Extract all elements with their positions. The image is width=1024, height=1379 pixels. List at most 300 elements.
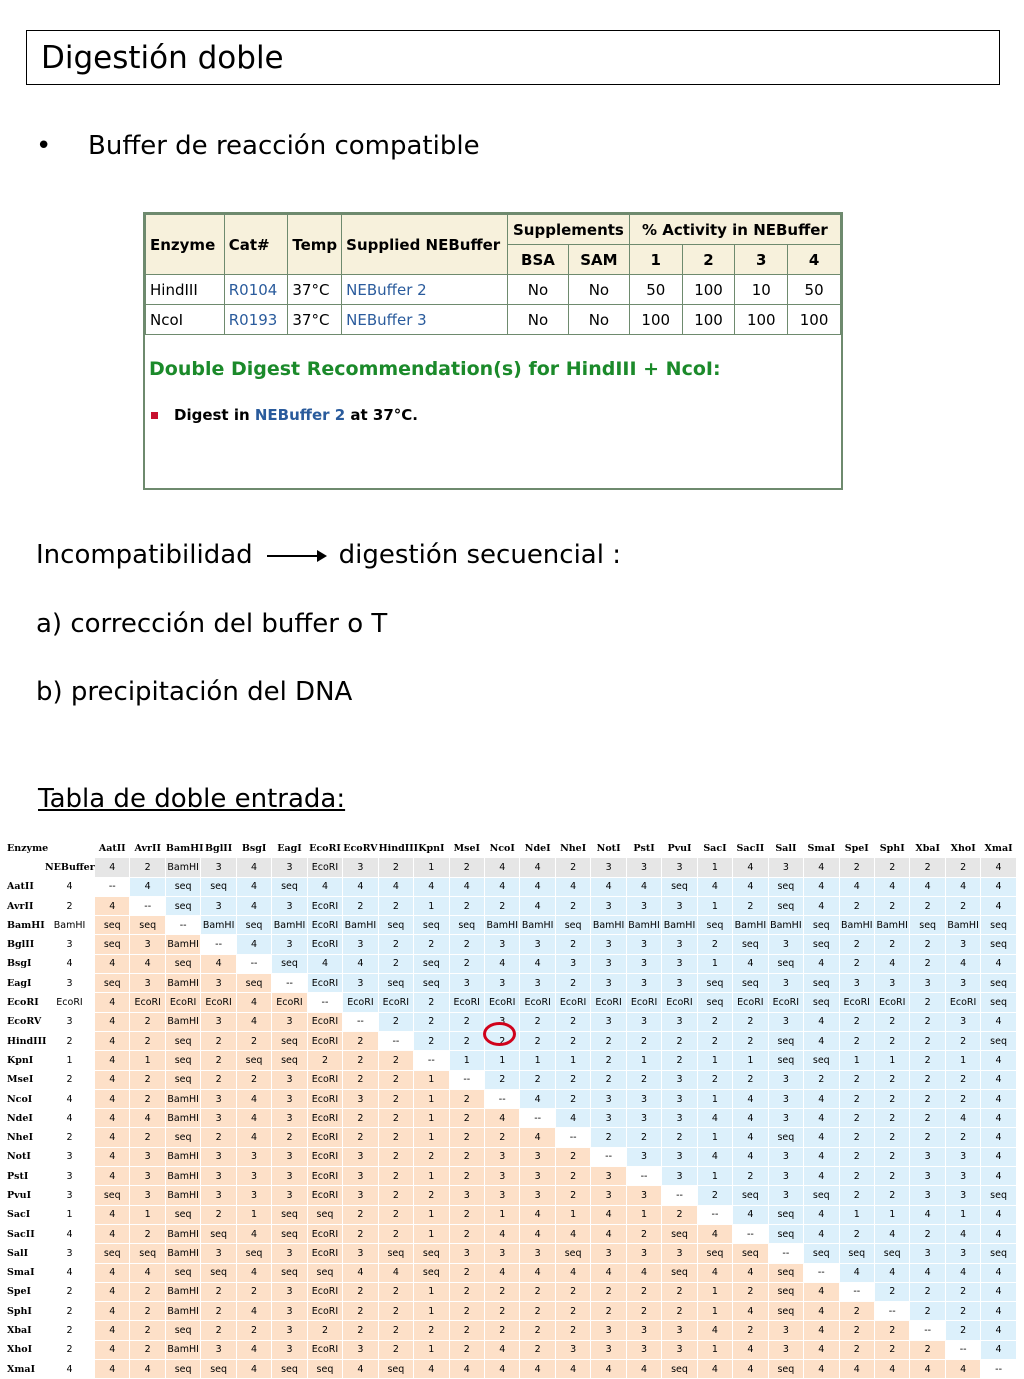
- matrix-cell: 4: [95, 1147, 130, 1166]
- matrix-cell: 2: [662, 1128, 697, 1147]
- matrix-cell: 2: [378, 1109, 413, 1128]
- cell-temp: 37°C: [288, 275, 342, 305]
- matrix-cell: 2: [378, 1089, 413, 1108]
- matrix-cell: 3: [130, 935, 165, 954]
- cell-bsa: No: [508, 305, 569, 335]
- matrix-row: [5, 1205, 1017, 1224]
- buffer-link[interactable]: NEBuffer 2: [346, 280, 427, 299]
- matrix-col-header: XhoI: [945, 839, 980, 858]
- matrix-cell: 2: [485, 1302, 520, 1321]
- matrix-row-header: SphI: [5, 1302, 45, 1321]
- matrix-cell: 2: [45, 1302, 95, 1321]
- matrix-col-header: XmaI: [981, 839, 1016, 858]
- matrix-cell: 2: [343, 1282, 378, 1301]
- matrix-cell: 2: [130, 1031, 165, 1050]
- matrix-cell: 3: [201, 1147, 236, 1166]
- matrix-cell: 3: [272, 1089, 307, 1108]
- matrix-cell: 2: [236, 1282, 271, 1301]
- matrix-cell: 3: [626, 1321, 661, 1340]
- recommendation-post: at 37°C.: [345, 406, 418, 424]
- matrix-row: [5, 1321, 1017, 1340]
- cell-sam: No: [568, 275, 629, 305]
- matrix-cell: 2: [414, 935, 449, 954]
- matrix-cell: 1: [945, 1205, 980, 1224]
- matrix-cell: BamHI: [520, 916, 555, 935]
- highlight-circle: [483, 1022, 516, 1046]
- matrix-cell: 4: [520, 1224, 555, 1243]
- matrix-cell: 2: [945, 1070, 980, 1089]
- matrix-cell: 2: [910, 1224, 945, 1243]
- matrix-cell: 2: [555, 1282, 590, 1301]
- matrix-cell: seq: [272, 954, 307, 973]
- matrix-cell: 2: [378, 1302, 413, 1321]
- matrix-cell: 2: [555, 1089, 590, 1108]
- matrix-cell: 1: [697, 1128, 732, 1147]
- matrix-cell: 2: [449, 1224, 484, 1243]
- matrix-cell: 2: [697, 1012, 732, 1031]
- matrix-cell: EcoRI: [307, 1147, 342, 1166]
- matrix-row-header: SmaI: [5, 1263, 45, 1282]
- matrix-cell: 3: [555, 954, 590, 973]
- matrix-cell: 4: [945, 954, 980, 973]
- matrix-cell: 3: [485, 935, 520, 954]
- matrix-cell: 2: [555, 1012, 590, 1031]
- matrix-cell: 4: [874, 877, 909, 896]
- matrix-cell: 3: [768, 935, 803, 954]
- matrix-cell: 3: [626, 1244, 661, 1263]
- matrix-cell: 1: [414, 1070, 449, 1089]
- matrix-cell: 2: [910, 858, 945, 877]
- matrix-cell: 4: [95, 1128, 130, 1147]
- matrix-cell: seq: [378, 1244, 413, 1263]
- matrix-cell: 1: [414, 1128, 449, 1147]
- matrix-cell: 4: [697, 1321, 732, 1340]
- matrix-cell: 3: [591, 1186, 626, 1205]
- matrix-cell: 1: [414, 1302, 449, 1321]
- matrix-cell: 3: [662, 1109, 697, 1128]
- matrix-cell: 4: [733, 1089, 768, 1108]
- matrix-cell: seq: [414, 1263, 449, 1282]
- matrix-cell: 3: [626, 935, 661, 954]
- matrix-cell: 3: [945, 1167, 980, 1186]
- matrix-cell: 3: [343, 974, 378, 993]
- matrix-cell: 3: [591, 954, 626, 973]
- matrix-cell: 1: [697, 1340, 732, 1359]
- matrix-cell: 2: [130, 1302, 165, 1321]
- matrix-cell: EcoRI: [307, 896, 342, 915]
- matrix-cell: 2: [45, 1128, 95, 1147]
- matrix-row: [5, 1147, 1017, 1166]
- matrix-col-header: SacI: [697, 839, 732, 858]
- matrix-cell: 2: [733, 1012, 768, 1031]
- matrix-cell: 3: [520, 1147, 555, 1166]
- matrix-cell: 2: [662, 1205, 697, 1224]
- matrix-cell: 2: [555, 896, 590, 915]
- matrix-cell: 1: [414, 1109, 449, 1128]
- matrix-cell: --: [804, 1263, 839, 1282]
- matrix-cell: 4: [981, 1089, 1016, 1108]
- matrix-row: [5, 1109, 1017, 1128]
- matrix-cell: 2: [449, 1109, 484, 1128]
- matrix-row-header: AatII: [5, 877, 45, 896]
- matrix-cell: 4: [236, 1109, 271, 1128]
- matrix-cell: 4: [130, 1263, 165, 1282]
- matrix-cell: 4: [733, 1263, 768, 1282]
- cell-a3: 10: [735, 275, 788, 305]
- matrix-cell: 2: [839, 954, 874, 973]
- matrix-cell: 1: [485, 1051, 520, 1070]
- matrix-cell: 3: [662, 935, 697, 954]
- matrix-cell: 2: [272, 1128, 307, 1147]
- matrix-cell: 4: [945, 1360, 980, 1379]
- matrix-cell: 2: [874, 896, 909, 915]
- matrix-nebuffer-row: [5, 858, 1017, 877]
- matrix-cell: 2: [45, 1031, 95, 1050]
- matrix-cell: 3: [485, 1244, 520, 1263]
- matrix-cell: 4: [626, 1263, 661, 1282]
- matrix-row: [5, 1302, 1017, 1321]
- matrix-cell: 4: [236, 1089, 271, 1108]
- matrix-cell: 1: [414, 1282, 449, 1301]
- matrix-cell: 3: [662, 1340, 697, 1359]
- matrix-cell: seq: [165, 1070, 200, 1089]
- matrix-cell: 4: [555, 1360, 590, 1379]
- matrix-cell: 4: [485, 1263, 520, 1282]
- matrix-cell: 2: [945, 1282, 980, 1301]
- buffer-link[interactable]: NEBuffer 3: [346, 310, 427, 329]
- matrix-cell: 1: [697, 1089, 732, 1108]
- matrix-cell: 4: [236, 935, 271, 954]
- matrix-col-header: SacII: [733, 839, 768, 858]
- matrix-cell: 3: [945, 935, 980, 954]
- matrix-row-header: NdeI: [5, 1109, 45, 1128]
- matrix-cell: 2: [45, 1282, 95, 1301]
- matrix-cell: 2: [874, 1167, 909, 1186]
- matrix-cell: 2: [626, 1128, 661, 1147]
- matrix-cell: 3: [449, 1244, 484, 1263]
- matrix-cell: 4: [733, 954, 768, 973]
- recommendation-item: [151, 406, 418, 424]
- matrix-cell: 4: [981, 1205, 1016, 1224]
- recommendation-link[interactable]: NEBuffer 2: [254, 406, 346, 424]
- matrix-cell: seq: [804, 916, 839, 935]
- matrix-cell: EcoRI: [520, 993, 555, 1012]
- matrix-cell: 2: [130, 1128, 165, 1147]
- matrix-col-header: BamHI: [165, 839, 200, 858]
- matrix-col-header: AvrII: [130, 839, 165, 858]
- matrix-cell: 2: [839, 896, 874, 915]
- matrix-row-header: XbaI: [5, 1321, 45, 1340]
- matrix-cell: 3: [591, 1321, 626, 1340]
- matrix-cell: 3: [485, 1167, 520, 1186]
- matrix-cell: 2: [839, 1321, 874, 1340]
- matrix-cell: 2: [626, 1031, 661, 1050]
- cell-sam: No: [568, 305, 629, 335]
- matrix-cell: 2: [414, 1321, 449, 1340]
- matrix-cell: 2: [555, 1321, 590, 1340]
- matrix-cell: 3: [910, 1186, 945, 1205]
- matrix-cell: 2: [697, 1186, 732, 1205]
- matrix-cell: 4: [804, 954, 839, 973]
- matrix-cell: 4: [414, 877, 449, 896]
- matrix-row-header: EagI: [5, 974, 45, 993]
- matrix-cell: BamHI: [768, 916, 803, 935]
- matrix-cell: 4: [804, 1224, 839, 1243]
- matrix-cell: seq: [733, 974, 768, 993]
- matrix-row: [5, 1051, 1017, 1070]
- matrix-cell: seq: [768, 1360, 803, 1379]
- matrix-cell: 1: [839, 1051, 874, 1070]
- matrix-cell: --: [95, 877, 130, 896]
- matrix-cell: 2: [45, 896, 95, 915]
- matrix-cell: seq: [804, 993, 839, 1012]
- matrix-col-header: EcoRV: [343, 839, 378, 858]
- matrix-cell: 4: [981, 1321, 1016, 1340]
- matrix-cell: 4: [981, 858, 1016, 877]
- matrix-cell: 3: [768, 1186, 803, 1205]
- matrix-cell: 3: [626, 1012, 661, 1031]
- matrix-cell: seq: [165, 1051, 200, 1070]
- matrix-cell: seq: [981, 993, 1016, 1012]
- matrix-cell: 4: [343, 1263, 378, 1282]
- matrix-cell: 2: [520, 1012, 555, 1031]
- matrix-row: [5, 1167, 1017, 1186]
- matrix-cell: 3: [272, 896, 307, 915]
- matrix-cell: seq: [981, 1031, 1016, 1050]
- matrix-cell: 2: [839, 1031, 874, 1050]
- matrix-cell: 2: [945, 1128, 980, 1147]
- matrix-cell: 2: [449, 858, 484, 877]
- matrix-cell: seq: [201, 1224, 236, 1243]
- matrix-cell: seq: [804, 974, 839, 993]
- matrix-cell: 3: [520, 1244, 555, 1263]
- matrix-cell: seq: [733, 1244, 768, 1263]
- matrix-cell: --: [307, 993, 342, 1012]
- compatibility-table: [4, 838, 1017, 1379]
- matrix-cell: 2: [378, 1282, 413, 1301]
- matrix-cell: seq: [272, 1224, 307, 1243]
- cell-a2: 100: [682, 305, 735, 335]
- matrix-col-header: AatII: [95, 839, 130, 858]
- matrix-row: [5, 1263, 1017, 1282]
- matrix-cell: 4: [520, 1089, 555, 1108]
- col-enzyme: Enzyme: [146, 215, 225, 275]
- matrix-cell: seq: [414, 1244, 449, 1263]
- matrix-cell: 3: [555, 1340, 590, 1359]
- matrix-row: [5, 1128, 1017, 1147]
- col-b3: 3: [735, 245, 788, 275]
- matrix-cell: --: [343, 1012, 378, 1031]
- matrix-col-header: NcoI: [485, 839, 520, 858]
- matrix-cell: 2: [343, 1031, 378, 1050]
- option-b: b) precipitación del DNA: [36, 677, 353, 707]
- matrix-cell: 4: [45, 1263, 95, 1282]
- matrix-cell: 4: [45, 877, 95, 896]
- matrix-cell: EcoRI: [201, 993, 236, 1012]
- matrix-cell: 3: [768, 1070, 803, 1089]
- matrix-cell: 3: [910, 1244, 945, 1263]
- matrix-cell: 1: [697, 858, 732, 877]
- matrix-cell: 3: [343, 935, 378, 954]
- matrix-cell: 4: [485, 858, 520, 877]
- title-box: [26, 30, 1000, 85]
- matrix-row: [5, 1340, 1017, 1359]
- matrix-cell: 2: [839, 1012, 874, 1031]
- matrix-cell: --: [165, 916, 200, 935]
- matrix-cell: 2: [910, 993, 945, 1012]
- matrix-cell: 2: [449, 1089, 484, 1108]
- matrix-cell: 4: [981, 1012, 1016, 1031]
- matrix-cell: 4: [981, 1282, 1016, 1301]
- matrix-cell: 3: [591, 1012, 626, 1031]
- matrix-cell: EcoRI: [130, 993, 165, 1012]
- matrix-cell: 4: [45, 1360, 95, 1379]
- matrix-cell: --: [662, 1186, 697, 1205]
- matrix-cell: seq: [201, 1360, 236, 1379]
- matrix-cell: seq: [165, 1360, 200, 1379]
- matrix-cell: BamHI: [874, 916, 909, 935]
- matrix-cell: 2: [449, 1031, 484, 1050]
- matrix-cell: 2: [201, 1321, 236, 1340]
- matrix-cell: seq: [981, 935, 1016, 954]
- matrix-cell: 4: [449, 877, 484, 896]
- matrix-cell: seq: [378, 1360, 413, 1379]
- matrix-row-header: SacII: [5, 1224, 45, 1243]
- matrix-cell: 2: [378, 1205, 413, 1224]
- matrix-cell: seq: [236, 1244, 271, 1263]
- matrix-cell: 4: [307, 877, 342, 896]
- matrix-cell: 2: [555, 858, 590, 877]
- matrix-cell: 2: [555, 1147, 590, 1166]
- matrix-cell: EcoRI: [307, 1070, 342, 1089]
- matrix-cell: 3: [591, 858, 626, 877]
- matrix-cell: 3: [520, 974, 555, 993]
- cell-a2: 100: [682, 275, 735, 305]
- matrix-cell: 2: [520, 1340, 555, 1359]
- matrix-cell: 4: [804, 896, 839, 915]
- matrix-cell: 3: [626, 1340, 661, 1359]
- matrix-cell: 4: [981, 1051, 1016, 1070]
- matrix-cell: 3: [626, 954, 661, 973]
- matrix-cell: 3: [201, 974, 236, 993]
- matrix-cell: 4: [520, 877, 555, 896]
- matrix-cell: 1: [236, 1205, 271, 1224]
- matrix-cell: seq: [272, 1263, 307, 1282]
- matrix-cell: 3: [768, 1321, 803, 1340]
- matrix-cell: 4: [520, 1205, 555, 1224]
- matrix-cell: 2: [662, 1302, 697, 1321]
- matrix-cell: 2: [520, 1302, 555, 1321]
- matrix-cell: --: [733, 1224, 768, 1243]
- matrix-cell: EcoRI: [768, 993, 803, 1012]
- matrix-row: [5, 974, 1017, 993]
- matrix-cell: seq: [555, 1244, 590, 1263]
- col-temp: Temp: [288, 215, 342, 275]
- matrix-cell: 4: [981, 1167, 1016, 1186]
- matrix-cell: EcoRI: [839, 993, 874, 1012]
- matrix-cell: 3: [591, 1109, 626, 1128]
- matrix-cell: 2: [378, 1321, 413, 1340]
- matrix-cell: BamHI: [201, 916, 236, 935]
- matrix-cell: 2: [839, 1186, 874, 1205]
- matrix-cell: seq: [165, 1128, 200, 1147]
- matrix-cell: 2: [130, 1224, 165, 1243]
- matrix-row-header: HindIII: [5, 1031, 45, 1050]
- matrix-cell: 1: [414, 1340, 449, 1359]
- matrix-cell: EcoRI: [165, 993, 200, 1012]
- matrix-cell: 4: [591, 1224, 626, 1243]
- matrix-cell: EcoRI: [307, 935, 342, 954]
- matrix-cell: EcoRI: [307, 1340, 342, 1359]
- matrix-cell: 2: [414, 1147, 449, 1166]
- matrix-cell: 1: [45, 1205, 95, 1224]
- matrix-cell: 3: [272, 935, 307, 954]
- matrix-cell: seq: [165, 1321, 200, 1340]
- matrix-cell: BamHI: [165, 1186, 200, 1205]
- matrix-cell: EcoRI: [45, 993, 95, 1012]
- cat-link[interactable]: R0193: [228, 310, 278, 329]
- matrix-cell: --: [697, 1205, 732, 1224]
- matrix-cell: 4: [485, 954, 520, 973]
- matrix-cell: 3: [662, 954, 697, 973]
- matrix-cell: 4: [981, 1109, 1016, 1128]
- matrix-cell: 2: [733, 1031, 768, 1050]
- matrix-cell: 1: [130, 1051, 165, 1070]
- matrix-cell: 4: [236, 1128, 271, 1147]
- matrix-cell: 2: [520, 1031, 555, 1050]
- matrix-cell: EcoRI: [662, 993, 697, 1012]
- nebuffer-label: NEBuffer: [45, 858, 95, 877]
- matrix-cell: 4: [733, 1128, 768, 1147]
- matrix-cell: 4: [804, 1360, 839, 1379]
- matrix-cell: 1: [874, 1205, 909, 1224]
- matrix-cell: 1: [874, 1051, 909, 1070]
- matrix-cell: EcoRI: [307, 1031, 342, 1050]
- matrix-cell: 3: [768, 1089, 803, 1108]
- cat-link[interactable]: R0104: [228, 280, 278, 299]
- matrix-cell: 4: [236, 896, 271, 915]
- col-b4: 4: [788, 245, 841, 275]
- matrix-cell: 3: [768, 1340, 803, 1359]
- matrix-row-header: NcoI: [5, 1089, 45, 1108]
- matrix-cell: 2: [130, 1340, 165, 1359]
- matrix-cell: 2: [910, 1302, 945, 1321]
- matrix-cell: 4: [804, 1282, 839, 1301]
- matrix-cell: 4: [733, 1302, 768, 1321]
- matrix-cell: BamHI: [165, 1109, 200, 1128]
- matrix-cell: 2: [378, 935, 413, 954]
- matrix-cell: 2: [555, 1186, 590, 1205]
- matrix-cell: EcoRI: [307, 858, 342, 877]
- matrix-cell: --: [910, 1321, 945, 1340]
- matrix-cell: 3: [485, 1012, 520, 1031]
- matrix-cell: 1: [414, 1224, 449, 1243]
- matrix-cell: 3: [945, 1244, 980, 1263]
- matrix-cell: 3: [201, 858, 236, 877]
- matrix-cell: EcoRI: [555, 993, 590, 1012]
- matrix-cell: 2: [662, 1051, 697, 1070]
- matrix-cell: 4: [945, 1263, 980, 1282]
- bullet-item: [36, 131, 480, 161]
- matrix-cell: 4: [343, 954, 378, 973]
- bullet-text: Buffer de reacción compatible: [88, 131, 480, 161]
- matrix-cell: 4: [95, 1263, 130, 1282]
- matrix-cell: seq: [307, 1263, 342, 1282]
- matrix-cell: 3: [272, 1147, 307, 1166]
- matrix-cell: 2: [910, 935, 945, 954]
- matrix-col-header: PstI: [626, 839, 661, 858]
- matrix-cell: 4: [95, 1070, 130, 1089]
